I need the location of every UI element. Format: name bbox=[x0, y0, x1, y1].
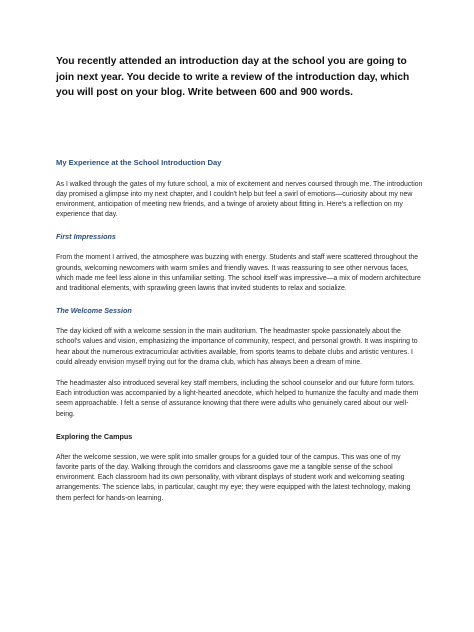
welcome-session-paragraph-1: The day kicked off with a welcome session in the main auditorium. The headmaster spoke passionately about the school's values and vision, emphasizing the importance of community, respect, and personal growth. It was inspiring to hear about the numerous extracurricular activities available, from sports teams to debate clubs and artistic ventures. I could already envision myself trying out for the drama club, which has always been a dream of mine. bbox=[56, 328, 418, 366]
section-heading-first-impressions: First Impressions bbox=[56, 232, 116, 242]
welcome-session-paragraph-2: The headmaster also introduced several key staff members, including the school counselor and our future form tutors. Each introduction was accompanied by a light-hearted anecdote, which helped to humanize the faculty and made them seem approachable. I felt a sense of assurance knowing that there were adults who genuinely cared about our well-being. bbox=[56, 379, 419, 418]
first-impressions-paragraph: From the moment I arrived, the atmosphere was buzzing with energy. Students and staff were scattered throughout the grounds, welcoming newcomers with warm smiles and friendly waves. It was reassuring to see other nervous faces, which made me feel less alone in this unfamiliar setting. The school itself was impressive—a mix of modern architecture and traditional elements, with sprawling green lawns that invited students to relax and socialize. bbox=[56, 254, 421, 292]
section-heading-welcome-session: The Welcome Session bbox=[56, 306, 132, 316]
essay-title: My Experience at the School Introduction Day bbox=[56, 157, 222, 167]
task-prompt: You recently attended an introduction day at the school you are going to join next year. You decide to write a review of the introduction day, which you will post on your blog. Write between 600 and 900 words. bbox=[56, 56, 410, 98]
exploring-campus-paragraph: After the welcome session, we were split into smaller groups for a guided tour of the campus. This was one of my favorite parts of the day. Walking through the corridors and classrooms gave me a tangible sense of the school environment. Each classroom had its own personality, with vibrant displays of student work and welcoming seating arrangements. The science labs, in particular, caught my eye; they were equipped with the latest technology, making them perfect for hands-on learning. bbox=[56, 453, 411, 502]
intro-paragraph: As I walked through the gates of my future school, a mix of excitement and nerves coursed through me. The introduction day promised a glimpse into my next chapter, and I couldn't help but feel a swirl of emotions—curiosity about my new environment, anticipation of meeting new friends, and a twinge of anxiety about fitting in. Here's a reflection on my experience that day. bbox=[56, 180, 423, 219]
section-heading-exploring-campus: Exploring the Campus bbox=[56, 431, 133, 441]
